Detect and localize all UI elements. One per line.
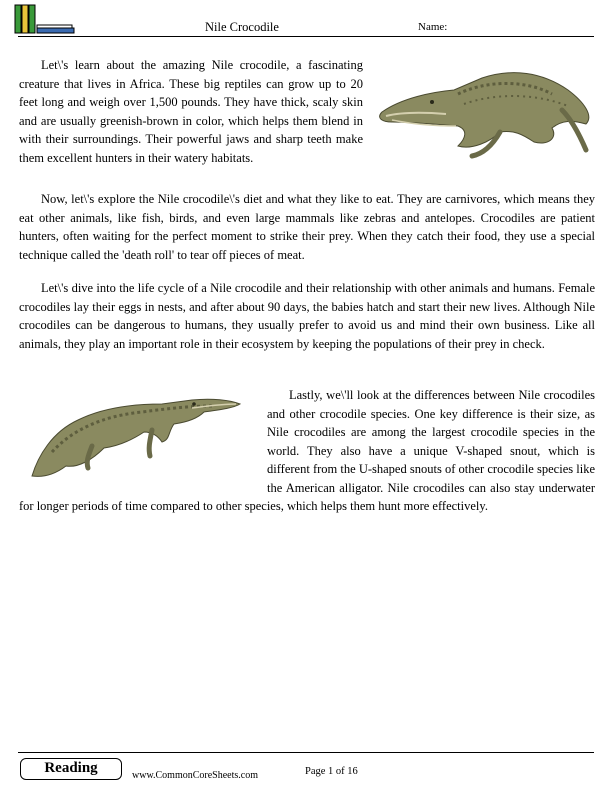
site-url: www.CommonCoreSheets.com xyxy=(132,770,259,781)
image-float-spacer xyxy=(19,386,267,490)
worksheet-title: Nile Crocodile xyxy=(205,20,279,34)
paragraph-differences xyxy=(19,386,595,516)
crocodile-photo-top xyxy=(372,50,598,162)
paragraph-intro: Let\'s learn about the amazing Nile crocodile, a fascinating creature that lives in Africa. These big reptiles can grow up to 20 feet long and weigh over 1,500 pounds. They have thick, scaly skin and are usually greenish-brown in color, which helps them blend in with their surroundings. Their powerful jaws and sharp teeth make them excellent hunters in their watery habitats. xyxy=(19,58,363,165)
paragraph-life-cycle: Let\'s dive into the life cycle of a Nile crocodile and their relationship with other animals and humans. Female crocodiles lay their eggs in nests, and after about 90 days, the babies hatch and start their new lives. Although Nile crocodiles can be dangerous to humans, they usually prefer to avoid us and mind their own business. Like all animals, they play an important role in their ecosystem by keeping the populations of their prey in check. xyxy=(19,281,595,351)
paragraph-differences-text: Lastly, we\'ll look at the differences between Nile crocodiles and other crocodile species. One key difference is their size, as Nile crocodiles are among the largest crocodile species in the world. They also have a unique V-shaped snout, which is different from the U-shaped snouts of other crocodile species like the American alligator. Nile crocodiles can also stay underwater for longer periods of time compared to other species, which helps them hunt more effectively. xyxy=(19,388,595,513)
name-label: Name: xyxy=(418,21,448,33)
header-divider xyxy=(18,36,594,37)
reading-badge: Reading xyxy=(20,758,122,780)
books-logo-icon xyxy=(14,4,76,34)
page-number: Page 1 of 16 xyxy=(305,766,358,777)
paragraph-diet: Now, let\'s explore the Nile crocodile\'s diet and what they like to eat. They are carnivores, which means they eat other animals, like fish, birds, and even large mammals like zebras and antelopes. Crocodiles are patient hunters, often waiting for the perfect moment to strike their prey. When they catch their food, they use a special technique called the 'death roll' to tear off pieces of meat. xyxy=(19,192,595,262)
worksheet-header xyxy=(0,0,612,40)
footer-divider xyxy=(18,752,594,753)
